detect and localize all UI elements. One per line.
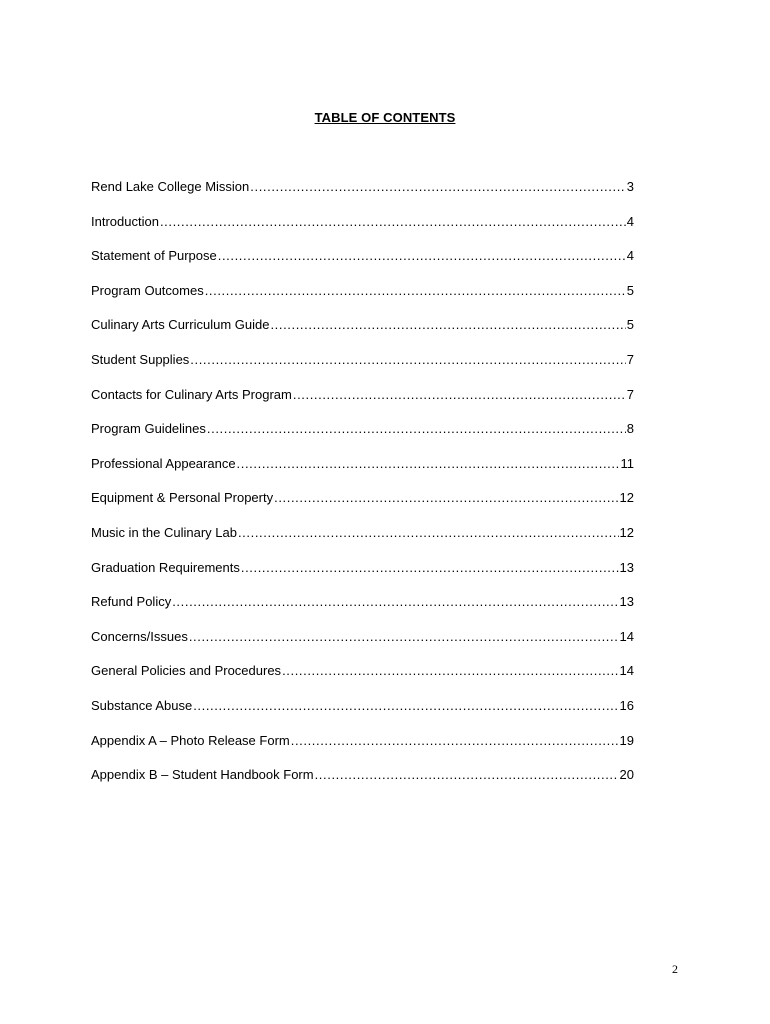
toc-entry-label: Refund Policy [91, 594, 172, 610]
toc-entry [91, 559, 634, 594]
toc-entry-label: Introduction [91, 213, 159, 229]
toc-entry [91, 455, 634, 490]
toc-entry-page: 8 [626, 421, 634, 437]
toc-entry [91, 178, 634, 213]
dot-leader [274, 489, 618, 506]
toc-entry [91, 489, 634, 524]
toc-entry-label: Appendix A – Photo Release Form [91, 732, 290, 748]
toc-entry-label: Rend Lake College Mission [91, 179, 250, 194]
toc-entry-page: 12 [619, 524, 634, 540]
toc-entry-page: 14 [619, 628, 634, 644]
toc-entry-page: 14 [619, 663, 634, 679]
toc-entry-page: 7 [626, 351, 634, 367]
toc-entry [91, 593, 634, 628]
toc-entry-label: Statement of Purpose [91, 248, 217, 264]
dot-leader [238, 524, 619, 541]
toc-list [91, 178, 634, 801]
dot-leader [193, 697, 618, 714]
dot-leader [160, 213, 626, 230]
toc-entry-label: Program Guidelines [91, 421, 206, 437]
toc-entry-page: 13 [619, 594, 634, 610]
toc-entry [91, 524, 634, 559]
dot-leader [207, 420, 626, 437]
toc-entry-page: 7 [626, 386, 634, 402]
toc-entry [91, 351, 634, 386]
dot-leader [189, 628, 619, 645]
toc-entry-label: General Policies and Procedures [91, 663, 282, 679]
toc-entry-page: 5 [626, 317, 634, 333]
toc-entry-page: 3 [626, 179, 634, 194]
dot-leader [293, 386, 626, 403]
toc-entry-label: Graduation Requirements [91, 559, 240, 575]
toc-entry-label: Contacts for Culinary Arts Program [91, 386, 292, 402]
toc-entry-label: Equipment & Personal Property [91, 490, 274, 506]
toc-entry-label: Student Supplies [91, 351, 190, 367]
toc-entry-label: Culinary Arts Curriculum Guide [91, 317, 270, 333]
dot-leader [237, 455, 620, 472]
page-number: 2 [672, 962, 678, 976]
dot-leader [270, 316, 625, 333]
toc-entry-page: 20 [619, 767, 634, 783]
toc-entry [91, 420, 634, 455]
toc-entry [91, 766, 634, 801]
toc-entry [91, 386, 634, 421]
toc-entry [91, 662, 634, 697]
toc-entry-label: Concerns/Issues [91, 628, 188, 644]
dot-leader [241, 559, 619, 576]
toc-entry-page: 19 [619, 732, 634, 748]
toc-entry [91, 282, 634, 317]
toc-entry-label: Program Outcomes [91, 282, 204, 298]
toc-entry [91, 213, 634, 248]
toc-entry [91, 247, 634, 282]
dot-leader [282, 662, 618, 679]
toc-entry [91, 628, 634, 663]
toc-title: TABLE OF CONTENTS [314, 110, 456, 125]
dot-leader [250, 178, 626, 195]
toc-entry-page: 13 [619, 559, 634, 575]
toc-entry [91, 697, 634, 732]
dot-leader [205, 282, 626, 299]
dot-leader [218, 247, 626, 264]
toc-entry-page: 11 [620, 455, 634, 471]
toc-entry-page: 4 [626, 248, 634, 264]
toc-entry-page: 12 [619, 490, 634, 506]
toc-entry [91, 316, 634, 351]
toc-entry-label: Substance Abuse [91, 697, 193, 713]
dot-leader [291, 732, 619, 749]
toc-entry-page: 4 [626, 213, 634, 229]
toc-entry-label: Appendix B – Student Handbook Form [91, 767, 314, 783]
toc-entry-page: 16 [619, 697, 634, 713]
toc-entry-page: 5 [626, 282, 634, 298]
toc-entry-label: Professional Appearance [91, 455, 236, 471]
toc-entry-label: Music in the Culinary Lab [91, 524, 237, 540]
dot-leader [315, 766, 619, 783]
toc-entry [91, 732, 634, 767]
dot-leader [190, 351, 625, 368]
dot-leader [172, 593, 618, 610]
